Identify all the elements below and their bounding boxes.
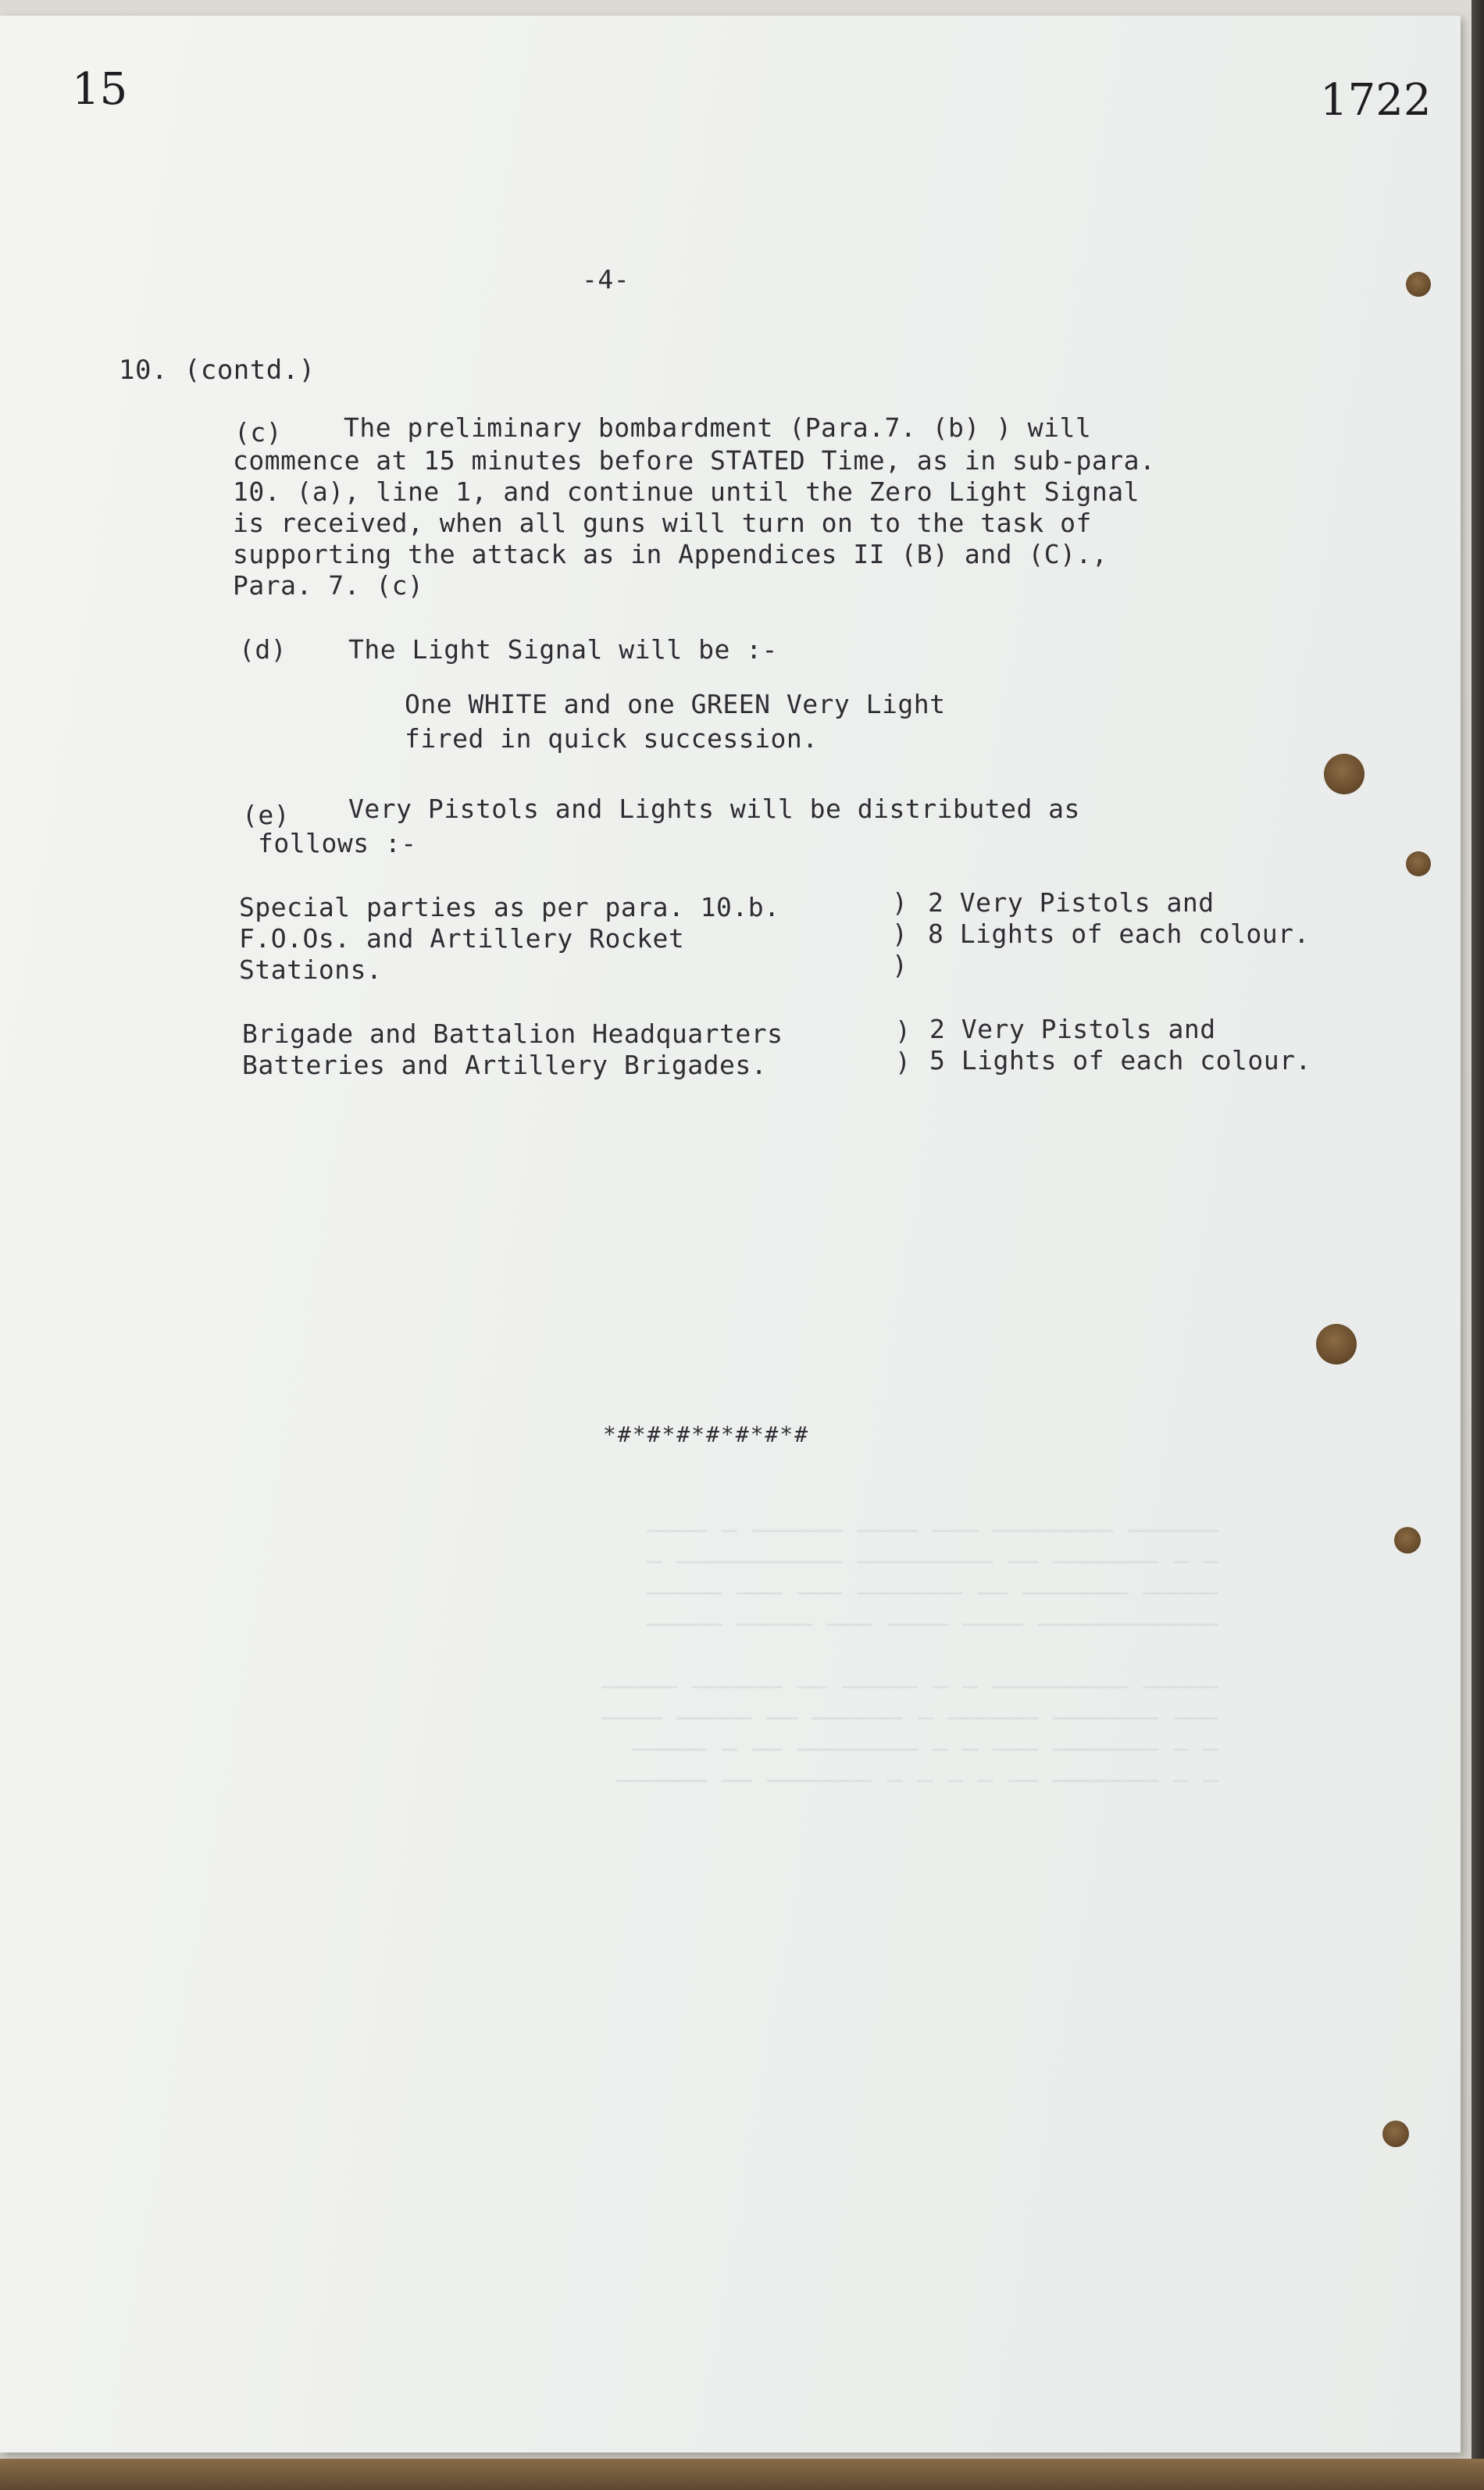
distribution-2-allocation-line-2: 5 Lights of each colour. (929, 1045, 1311, 1076)
punch-hole (1316, 1324, 1357, 1365)
para-d-label: (d) (239, 634, 287, 665)
folio-number-right: 1722 (1320, 75, 1432, 126)
para-e-intro-line-1: Very Pistols and Lights will be distributed as (348, 794, 1080, 824)
para-e-intro-line-2: follows :- (258, 828, 417, 858)
para-c-label: (c) (234, 417, 283, 448)
bracket: ) (892, 887, 908, 918)
distribution-1-allocation-line-1: 2 Very Pistols and (928, 887, 1215, 918)
punch-hole (1382, 2121, 1409, 2147)
bracket: ) (895, 1047, 911, 1077)
distribution-2-recipient-line-2: Batteries and Artillery Brigades. (242, 1050, 768, 1080)
bracket: ) (892, 919, 908, 949)
light-signal-line-1: One WHITE and one GREEN Very Light (405, 689, 946, 719)
distribution-1-recipient-line-3: Stations. (239, 954, 383, 985)
para-d-intro: The Light Signal will be :- (348, 634, 778, 665)
distribution-1-recipient-line-2: F.O.Os. and Artillery Rocket (239, 923, 685, 954)
bracket: ) (892, 950, 908, 980)
distribution-1-recipient-line-1: Special parties as per para. 10.b. (239, 892, 780, 922)
punch-hole (1406, 851, 1431, 876)
binder-edge (1472, 0, 1484, 2490)
section-heading: 10. (contd.) (119, 355, 316, 386)
distribution-2-allocation-line-1: 2 Very Pistols and (929, 1014, 1216, 1044)
end-marker: *#*#*#*#*#*#*# (603, 1422, 810, 1447)
distribution-1-allocation-line-2: 8 Lights of each colour. (928, 919, 1310, 949)
para-c-line-3: 10. (a), line 1, and continue until the Zero Light Signal (233, 476, 1140, 507)
document-page (0, 16, 1461, 2453)
internal-page-label: -4- (582, 264, 630, 294)
bracket: ) (895, 1015, 911, 1046)
para-c-line-1: The preliminary bombardment (Para.7. (b) ) will (344, 412, 1092, 443)
punch-hole (1324, 754, 1364, 794)
para-e-label: (e) (242, 800, 291, 830)
light-signal-line-2: fired in quick succession. (405, 723, 819, 754)
para-c-line-5: supporting the attack as in Appendices II (B) and (C)., (233, 539, 1108, 569)
reverse-side-bleed-through: ────── ──────── ─── ──── ────── ─ ──── ─ ─ ─────── ── ───────── ─────────── ─ ───── ─────── ── ─────── ─── ─── ───── ──────────── ──── ──── ─── ───── ───── ───── ───────── ─ ─ ───── ── ────── ───── ─── ─────── ────── ─ ────── ── ───── ──── ─ ─ ─────── ─── ─ ─ ──────── ── ─ ───── ─ ─ ─────── ── ─ ─ ─ ─ ─────── ── ────── (601, 1516, 1218, 1796)
distribution-2-recipient-line-1: Brigade and Battalion Headquarters (242, 1018, 783, 1049)
punch-hole (1406, 272, 1431, 297)
para-c-line-2: commence at 15 minutes before STATED Time, as in sub-para. (233, 445, 1156, 476)
page-number-left: 15 (72, 64, 128, 115)
desk-surface (0, 2459, 1484, 2490)
para-c-line-6: Para. 7. (c) (233, 570, 424, 601)
punch-hole (1394, 1527, 1421, 1554)
para-c-line-4: is received, when all guns will turn on to the task of (233, 508, 1092, 538)
